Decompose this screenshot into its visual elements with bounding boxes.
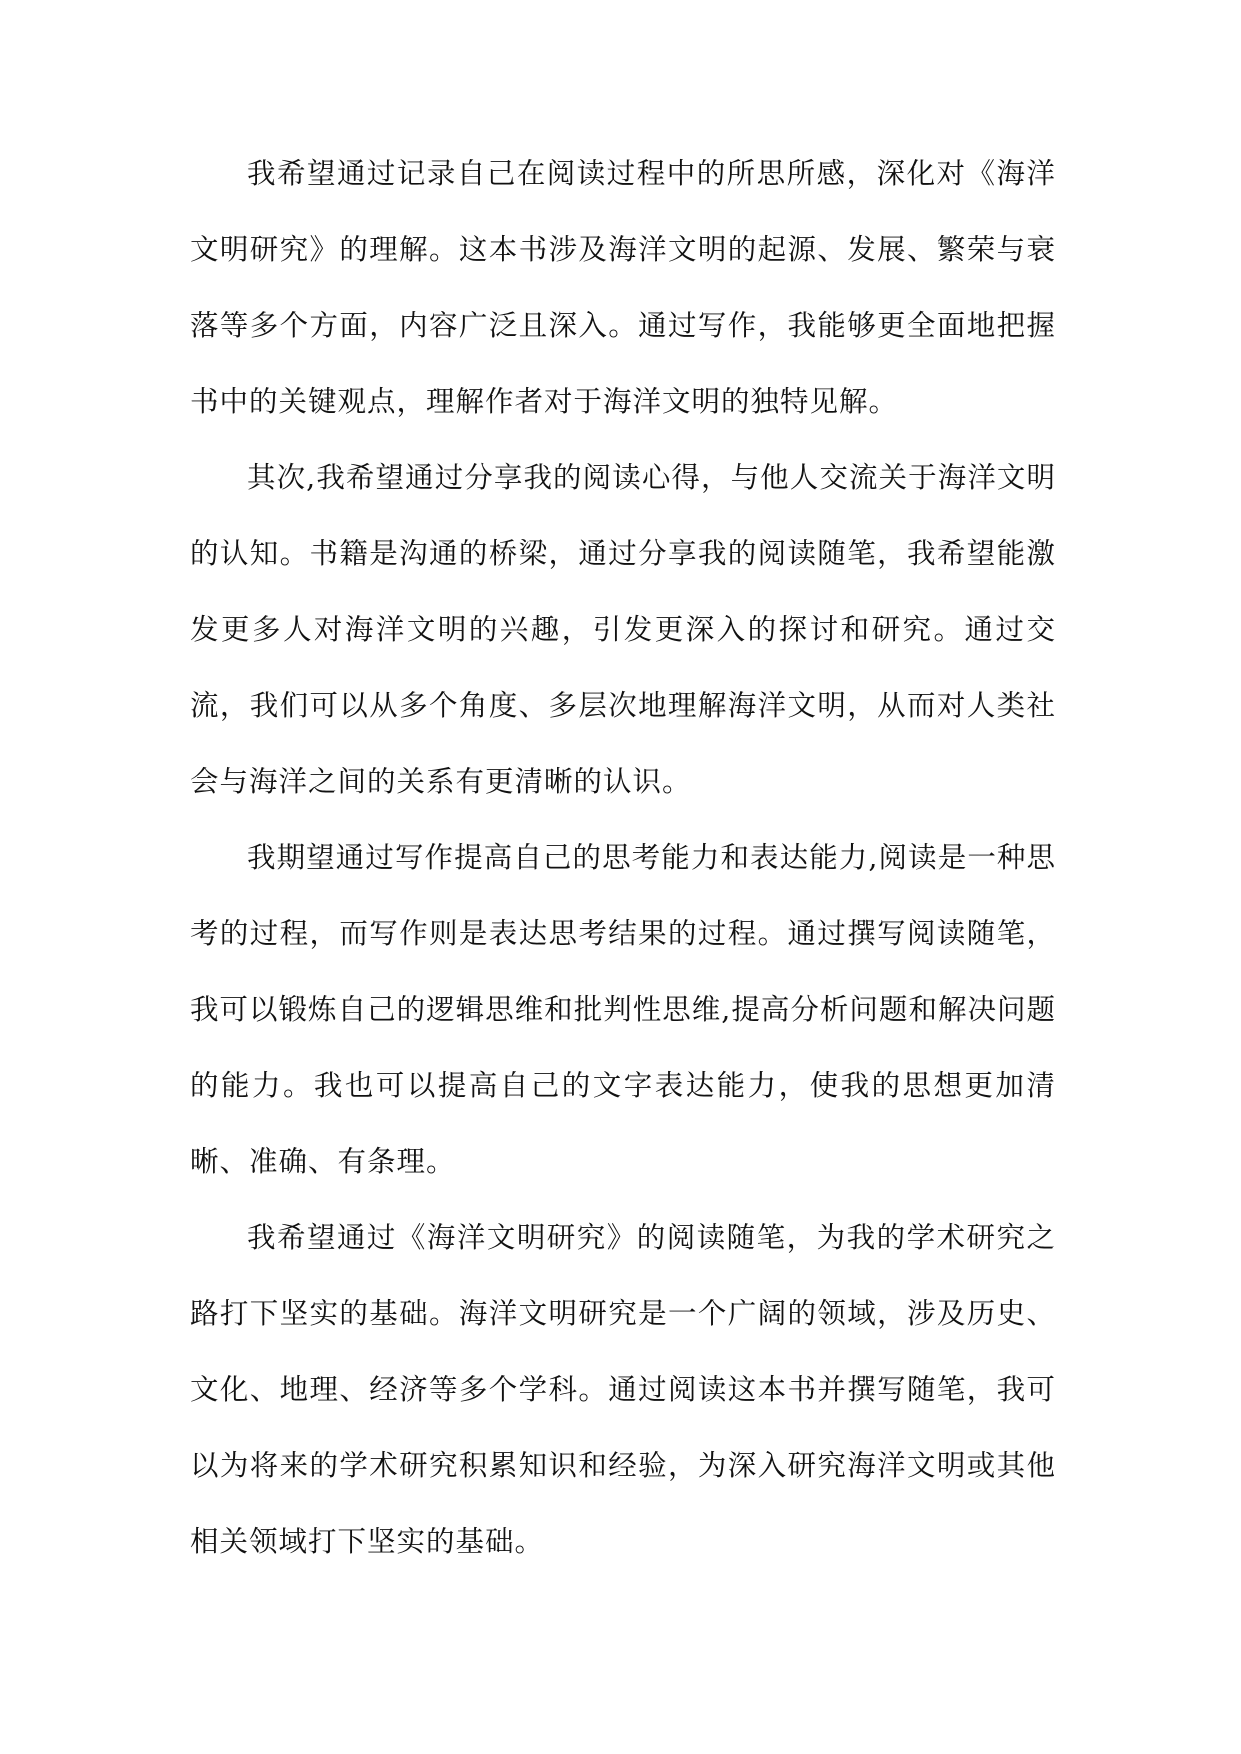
- paragraph-1: 我希望通过记录自己在阅读过程中的所思所感，深化对《海洋文明研究》的理解。这本书涉及海洋文明的起源、发展、繁荣与衰落等多个方面，内容广泛且深入。通过写作，我能够更全面地把握书中的关键观点，理解作者对于海洋文明的独特见解。: [190, 157, 1056, 418]
- document-body: [190, 136, 1056, 1580]
- paragraph-3: 我期望通过写作提高自己的思考能力和表达能力,阅读是一种思考的过程，而写作则是表达思考结果的过程。通过撰写阅读随笔，我可以锻炼自己的逻辑思维和批判性思维,提高分析问题和解决问题的能力。我也可以提高自己的文字表达能力，使我的思想更加清晰、准确、有条理。: [190, 841, 1056, 1178]
- paragraph-4: 我希望通过《海洋文明研究》的阅读随笔，为我的学术研究之路打下坚实的基础。海洋文明研究是一个广阔的领域，涉及历史、文化、地理、经济等多个学科。通过阅读这本书并撰写随笔，我可以为将来的学术研究积累知识和经验，为深入研究海洋文明或其他相关领域打下坚实的基础。: [190, 1221, 1056, 1558]
- paragraph-2: 其次,我希望通过分享我的阅读心得，与他人交流关于海洋文明的认知。书籍是沟通的桥梁，通过分享我的阅读随笔，我希望能激发更多人对海洋文明的兴趣，引发更深入的探讨和研究。通过交流，我们可以从多个角度、多层次地理解海洋文明，从而对人类社会与海洋之间的关系有更清晰的认识。: [190, 461, 1056, 798]
